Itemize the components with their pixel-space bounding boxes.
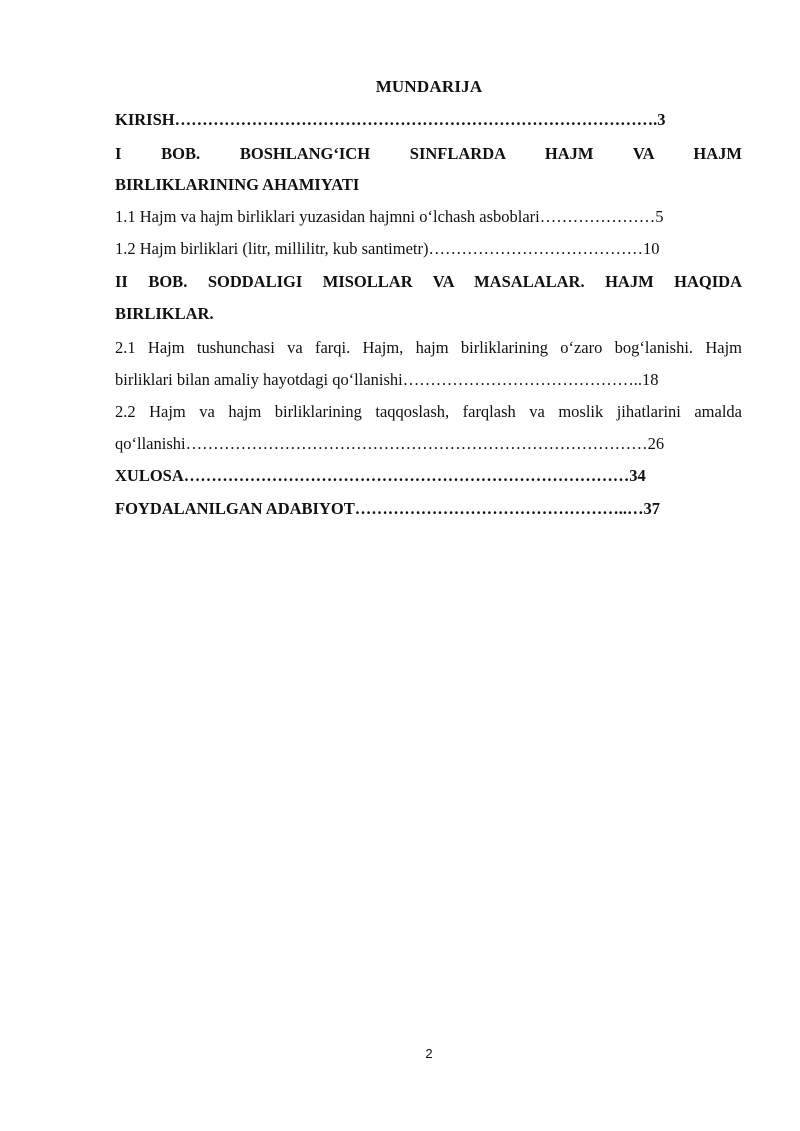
page-number: 2 [425, 1046, 433, 1061]
toc-chapter-2-heading-line-2: BIRLIKLAR. [115, 304, 214, 323]
toc-section-1-1: 1.1 Hajm va hajm birliklari yuzasidan hajmni o‘lchash asboblari…………………5 [115, 207, 664, 226]
toc-section-2-2-line-2: qo‘llanishi…………………………………………………………………………26 [115, 434, 665, 453]
toc-chapter-2-heading-line-1: II BOB. SODDALIGI MISOLLAR VA MASALALAR. HAJM HAQIDA [115, 272, 742, 291]
toc-section-2-2-line-1: 2.2 Hajm va hajm birliklarining taqqoslash, farqlash va moslik jihatlarini amalda [115, 402, 742, 421]
toc-entry-intro: KIRISH…………………………………………………………………………….3 [115, 110, 666, 129]
toc-section-2-1-line-1: 2.1 Hajm tushunchasi va farqi. Hajm, hajm birliklarining o‘zaro bog‘lanishi. Hajm [115, 338, 742, 357]
toc-section-2-1-line-2: birliklari bilan amaliy hayotdagi qo‘llanishi……………………………………..18 [115, 370, 659, 389]
toc-chapter-1-heading-line-2: BIRLIKLARINING AHAMIYATI [115, 175, 360, 194]
toc-section-1-2: 1.2 Hajm birliklari (litr, millilitr, kub santimetr)…………………………………10 [115, 239, 660, 258]
toc-entry-references: FOYDALANILGAN ADABIYOT…………………………………………..…37 [115, 499, 660, 518]
toc-chapter-1-heading-line-1: I BOB. BOSHLANG‘ICH SINFLARDA HAJM VA HAJM [115, 144, 742, 163]
toc-entry-conclusion: XULOSA………………………………………………………………………34 [115, 466, 646, 485]
page-title: MUNDARIJA [375, 77, 483, 96]
